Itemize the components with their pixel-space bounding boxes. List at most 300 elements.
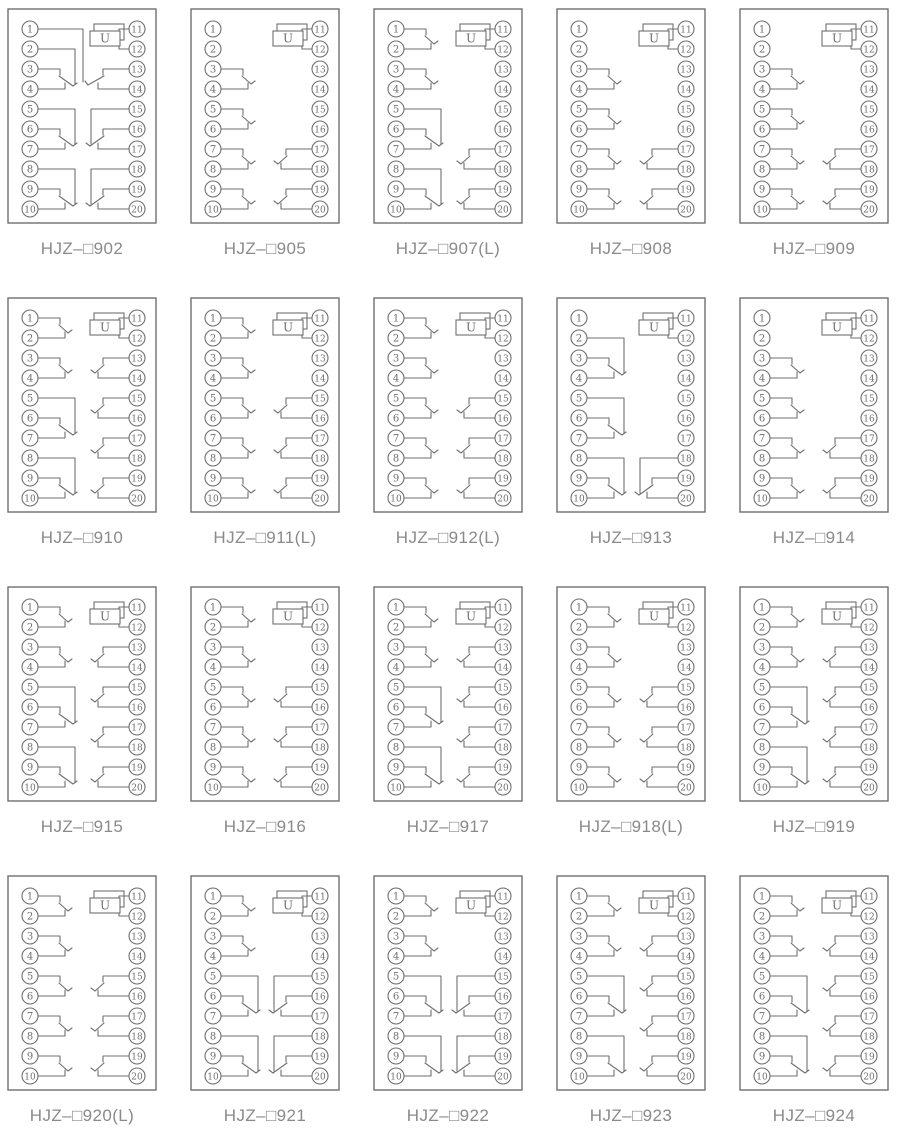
terminal-1 xyxy=(571,310,587,326)
svg-text:13: 13 xyxy=(680,354,692,365)
terminal-8 xyxy=(205,1028,221,1044)
terminal-2 xyxy=(754,41,770,57)
svg-text:7: 7 xyxy=(758,722,766,734)
terminal-20 xyxy=(495,779,511,795)
wiring-diagram xyxy=(190,875,340,1091)
svg-text:10: 10 xyxy=(573,205,585,216)
svg-text:7: 7 xyxy=(209,144,217,156)
terminal-5 xyxy=(205,968,221,984)
svg-text:9: 9 xyxy=(758,762,766,774)
terminal-7 xyxy=(205,719,221,735)
svg-text:1: 1 xyxy=(575,602,583,614)
svg-text:13: 13 xyxy=(131,932,143,943)
svg-text:11: 11 xyxy=(131,314,143,325)
svg-text:2: 2 xyxy=(575,333,583,345)
terminal-12 xyxy=(861,908,877,924)
diagram-label: HJZ–□909 xyxy=(772,239,856,258)
diagram-label: HJZ–□923 xyxy=(589,1106,673,1125)
terminal-4 xyxy=(388,81,404,97)
terminals xyxy=(22,888,145,1084)
svg-text:20: 20 xyxy=(680,205,692,216)
svg-text:13: 13 xyxy=(131,354,143,365)
svg-text:7: 7 xyxy=(209,722,217,734)
diagram-label: HJZ–□921 xyxy=(223,1106,307,1125)
terminal-6 xyxy=(571,988,587,1004)
svg-text:11: 11 xyxy=(131,25,143,36)
terminal-16 xyxy=(312,121,328,137)
terminals xyxy=(571,21,694,217)
svg-text:8: 8 xyxy=(758,1031,766,1043)
svg-text:19: 19 xyxy=(680,474,692,485)
terminal-10 xyxy=(754,1068,770,1084)
svg-text:12: 12 xyxy=(131,334,143,345)
svg-text:12: 12 xyxy=(497,334,509,345)
svg-text:11: 11 xyxy=(314,892,326,903)
svg-text:7: 7 xyxy=(758,144,766,156)
terminal-15 xyxy=(312,390,328,406)
terminal-4 xyxy=(205,370,221,386)
terminal-2 xyxy=(388,619,404,635)
terminal-3 xyxy=(571,61,587,77)
svg-text:4: 4 xyxy=(575,84,583,96)
terminal-5 xyxy=(571,101,587,117)
svg-text:1: 1 xyxy=(26,602,34,614)
terminal-6 xyxy=(571,121,587,137)
terminal-1 xyxy=(388,21,404,37)
svg-text:2: 2 xyxy=(209,622,217,634)
terminal-6 xyxy=(388,699,404,715)
terminal-16 xyxy=(678,410,694,426)
terminal-11 xyxy=(312,21,328,37)
terminal-5 xyxy=(205,390,221,406)
coil-label: U xyxy=(648,31,660,46)
terminal-19 xyxy=(129,470,145,486)
terminals xyxy=(205,310,328,506)
terminals xyxy=(571,599,694,795)
wiring-diagram xyxy=(739,297,889,513)
svg-text:12: 12 xyxy=(131,623,143,634)
svg-text:3: 3 xyxy=(758,353,766,365)
contact-wiring xyxy=(587,607,678,787)
svg-text:8: 8 xyxy=(392,1031,400,1043)
svg-text:18: 18 xyxy=(497,1032,509,1043)
contact-wiring xyxy=(404,896,495,1076)
terminal-12 xyxy=(678,908,694,924)
svg-text:10: 10 xyxy=(573,494,585,505)
terminal-18 xyxy=(312,1028,328,1044)
coil-label: U xyxy=(831,609,843,624)
terminal-14 xyxy=(312,370,328,386)
svg-text:16: 16 xyxy=(497,414,509,425)
svg-text:17: 17 xyxy=(131,723,143,734)
terminal-3 xyxy=(388,639,404,655)
svg-text:14: 14 xyxy=(680,952,692,963)
terminal-17 xyxy=(861,141,877,157)
wiring-diagram xyxy=(7,875,157,1091)
terminal-13 xyxy=(678,928,694,944)
terminal-10 xyxy=(571,1068,587,1084)
svg-text:9: 9 xyxy=(575,1051,583,1063)
svg-text:10: 10 xyxy=(573,1072,585,1083)
terminal-6 xyxy=(754,988,770,1004)
terminal-15 xyxy=(861,390,877,406)
diagram-label: HJZ–□907(L) xyxy=(395,239,501,258)
terminal-13 xyxy=(129,350,145,366)
terminals xyxy=(22,599,145,795)
svg-text:11: 11 xyxy=(497,892,509,903)
terminal-16 xyxy=(129,410,145,426)
svg-text:13: 13 xyxy=(497,643,509,654)
terminal-11 xyxy=(678,21,694,37)
terminal-13 xyxy=(312,350,328,366)
terminal-12 xyxy=(678,41,694,57)
diagram-label: HJZ–□916 xyxy=(223,817,307,836)
terminal-4 xyxy=(388,948,404,964)
terminal-17 xyxy=(129,430,145,446)
terminals xyxy=(205,599,328,795)
terminal-8 xyxy=(571,739,587,755)
terminal-5 xyxy=(571,968,587,984)
terminal-18 xyxy=(495,1028,511,1044)
svg-text:11: 11 xyxy=(863,25,875,36)
terminal-17 xyxy=(129,141,145,157)
terminal-13 xyxy=(312,61,328,77)
terminal-1 xyxy=(22,599,38,615)
terminal-20 xyxy=(678,779,694,795)
svg-text:5: 5 xyxy=(392,682,400,694)
terminal-2 xyxy=(388,41,404,57)
svg-text:19: 19 xyxy=(131,1052,143,1063)
svg-text:20: 20 xyxy=(314,1072,326,1083)
svg-text:6: 6 xyxy=(209,991,217,1003)
terminal-8 xyxy=(22,450,38,466)
svg-text:12: 12 xyxy=(131,912,143,923)
svg-text:18: 18 xyxy=(680,1032,692,1043)
terminal-7 xyxy=(571,430,587,446)
diagram-label: HJZ–□924 xyxy=(772,1106,856,1125)
svg-text:6: 6 xyxy=(392,991,400,1003)
contact-wiring xyxy=(38,607,129,787)
coil-label: U xyxy=(648,320,660,335)
terminal-16 xyxy=(129,988,145,1004)
svg-text:12: 12 xyxy=(314,623,326,634)
svg-text:3: 3 xyxy=(209,642,217,654)
terminal-15 xyxy=(129,968,145,984)
terminal-7 xyxy=(388,141,404,157)
contact-wiring xyxy=(770,69,861,209)
contact-wiring xyxy=(770,358,861,498)
svg-text:14: 14 xyxy=(680,85,692,96)
terminal-17 xyxy=(861,1008,877,1024)
terminal-7 xyxy=(754,1008,770,1024)
svg-text:19: 19 xyxy=(863,474,875,485)
svg-text:5: 5 xyxy=(26,393,34,405)
terminal-4 xyxy=(22,81,38,97)
coil-label: U xyxy=(648,609,660,624)
terminal-19 xyxy=(495,181,511,197)
svg-text:15: 15 xyxy=(680,972,692,983)
svg-text:6: 6 xyxy=(209,413,217,425)
terminal-11 xyxy=(312,310,328,326)
svg-text:1: 1 xyxy=(758,602,766,614)
wiring-diagram xyxy=(739,586,889,802)
svg-text:15: 15 xyxy=(863,683,875,694)
svg-text:18: 18 xyxy=(680,743,692,754)
terminal-14 xyxy=(312,948,328,964)
terminal-10 xyxy=(388,779,404,795)
svg-text:19: 19 xyxy=(497,1052,509,1063)
terminal-5 xyxy=(22,679,38,695)
terminal-17 xyxy=(678,1008,694,1024)
terminal-14 xyxy=(678,370,694,386)
terminal-2 xyxy=(22,41,38,57)
terminal-1 xyxy=(22,888,38,904)
svg-text:8: 8 xyxy=(209,1031,217,1043)
svg-text:17: 17 xyxy=(680,723,692,734)
terminal-13 xyxy=(495,639,511,655)
svg-text:20: 20 xyxy=(680,494,692,505)
terminal-5 xyxy=(388,679,404,695)
terminal-11 xyxy=(129,310,145,326)
svg-text:6: 6 xyxy=(209,702,217,714)
terminal-19 xyxy=(678,181,694,197)
svg-text:10: 10 xyxy=(24,1072,36,1083)
svg-text:15: 15 xyxy=(131,394,143,405)
coil-u-box xyxy=(456,891,495,916)
diagram-label: HJZ–□902 xyxy=(40,239,124,258)
svg-text:14: 14 xyxy=(314,85,326,96)
svg-text:14: 14 xyxy=(863,374,875,385)
svg-text:17: 17 xyxy=(863,434,875,445)
terminal-4 xyxy=(754,659,770,675)
svg-text:14: 14 xyxy=(497,374,509,385)
svg-text:20: 20 xyxy=(314,494,326,505)
svg-text:17: 17 xyxy=(680,145,692,156)
terminal-17 xyxy=(495,1008,511,1024)
terminal-11 xyxy=(678,599,694,615)
terminal-6 xyxy=(205,410,221,426)
contact-wiring xyxy=(221,318,312,498)
coil-u-box xyxy=(273,313,312,338)
relay-diagram-card-13 xyxy=(372,586,524,839)
svg-text:2: 2 xyxy=(392,44,400,56)
terminal-18 xyxy=(495,739,511,755)
terminal-18 xyxy=(129,739,145,755)
relay-diagram-card-17 xyxy=(189,875,341,1128)
terminal-19 xyxy=(861,470,877,486)
terminal-15 xyxy=(129,390,145,406)
terminal-1 xyxy=(571,888,587,904)
terminal-16 xyxy=(495,699,511,715)
terminal-5 xyxy=(205,679,221,695)
svg-text:16: 16 xyxy=(680,703,692,714)
relay-diagram-card-8 xyxy=(372,297,524,550)
svg-text:2: 2 xyxy=(209,911,217,923)
terminal-3 xyxy=(22,350,38,366)
terminal-10 xyxy=(571,201,587,217)
terminal-4 xyxy=(205,948,221,964)
terminal-20 xyxy=(678,1068,694,1084)
terminal-5 xyxy=(388,390,404,406)
coil-u-box xyxy=(639,313,678,338)
terminal-12 xyxy=(495,908,511,924)
svg-text:11: 11 xyxy=(314,603,326,614)
diagram-row-3 xyxy=(0,586,900,839)
svg-text:1: 1 xyxy=(758,24,766,36)
terminal-18 xyxy=(678,161,694,177)
terminal-16 xyxy=(678,988,694,1004)
terminal-16 xyxy=(312,410,328,426)
terminal-13 xyxy=(495,61,511,77)
terminal-17 xyxy=(678,719,694,735)
svg-text:18: 18 xyxy=(497,165,509,176)
diagram-label: HJZ–□917 xyxy=(406,817,490,836)
svg-text:3: 3 xyxy=(209,931,217,943)
coil-label: U xyxy=(831,320,843,335)
terminal-6 xyxy=(754,410,770,426)
svg-text:7: 7 xyxy=(26,144,34,156)
svg-text:16: 16 xyxy=(497,125,509,136)
terminal-16 xyxy=(129,121,145,137)
svg-text:12: 12 xyxy=(314,334,326,345)
terminals xyxy=(205,888,328,1084)
svg-text:19: 19 xyxy=(131,763,143,774)
svg-text:7: 7 xyxy=(209,433,217,445)
svg-text:7: 7 xyxy=(26,722,34,734)
svg-text:4: 4 xyxy=(209,951,217,963)
terminal-13 xyxy=(861,61,877,77)
terminal-12 xyxy=(129,330,145,346)
svg-text:1: 1 xyxy=(209,602,217,614)
svg-text:16: 16 xyxy=(314,414,326,425)
svg-text:14: 14 xyxy=(131,85,143,96)
svg-text:15: 15 xyxy=(314,972,326,983)
svg-text:15: 15 xyxy=(497,683,509,694)
relay-diagram-card-6 xyxy=(6,297,158,550)
coil-u-box xyxy=(90,891,129,916)
terminal-20 xyxy=(312,201,328,217)
svg-text:9: 9 xyxy=(392,184,400,196)
terminal-7 xyxy=(754,430,770,446)
coil-u-box xyxy=(639,891,678,916)
diagram-label: HJZ–□915 xyxy=(40,817,124,836)
terminal-12 xyxy=(312,41,328,57)
svg-text:8: 8 xyxy=(26,1031,34,1043)
terminal-4 xyxy=(754,81,770,97)
svg-text:12: 12 xyxy=(863,623,875,634)
terminal-9 xyxy=(22,181,38,197)
terminal-9 xyxy=(205,1048,221,1064)
terminal-9 xyxy=(754,470,770,486)
terminal-18 xyxy=(861,739,877,755)
svg-text:4: 4 xyxy=(758,84,766,96)
terminal-19 xyxy=(312,1048,328,1064)
terminal-10 xyxy=(388,1068,404,1084)
coil-u-box xyxy=(456,24,495,49)
svg-text:19: 19 xyxy=(680,185,692,196)
diagram-row-4 xyxy=(0,875,900,1128)
terminal-11 xyxy=(129,888,145,904)
terminal-20 xyxy=(678,490,694,506)
svg-text:2: 2 xyxy=(575,44,583,56)
svg-text:3: 3 xyxy=(392,64,400,76)
svg-text:12: 12 xyxy=(680,334,692,345)
svg-text:19: 19 xyxy=(497,763,509,774)
relay-diagram-card-1 xyxy=(6,8,158,261)
svg-text:4: 4 xyxy=(392,84,400,96)
svg-text:18: 18 xyxy=(863,454,875,465)
terminal-3 xyxy=(388,928,404,944)
terminal-9 xyxy=(571,181,587,197)
svg-text:4: 4 xyxy=(575,951,583,963)
svg-text:6: 6 xyxy=(758,702,766,714)
terminal-18 xyxy=(312,739,328,755)
terminal-13 xyxy=(861,928,877,944)
svg-text:4: 4 xyxy=(392,373,400,385)
svg-text:20: 20 xyxy=(680,1072,692,1083)
svg-text:8: 8 xyxy=(575,164,583,176)
terminal-8 xyxy=(205,161,221,177)
terminal-8 xyxy=(754,739,770,755)
terminal-16 xyxy=(861,121,877,137)
terminal-2 xyxy=(22,908,38,924)
terminal-2 xyxy=(205,619,221,635)
svg-text:6: 6 xyxy=(26,991,34,1003)
svg-text:19: 19 xyxy=(497,474,509,485)
terminal-14 xyxy=(861,81,877,97)
svg-text:10: 10 xyxy=(390,783,402,794)
svg-text:18: 18 xyxy=(314,165,326,176)
terminals xyxy=(388,21,511,217)
svg-text:3: 3 xyxy=(575,353,583,365)
svg-text:3: 3 xyxy=(209,64,217,76)
svg-text:1: 1 xyxy=(575,891,583,903)
svg-text:15: 15 xyxy=(863,972,875,983)
svg-text:10: 10 xyxy=(756,783,768,794)
terminal-1 xyxy=(22,310,38,326)
svg-text:11: 11 xyxy=(314,314,326,325)
svg-text:15: 15 xyxy=(497,394,509,405)
svg-text:20: 20 xyxy=(497,205,509,216)
terminal-6 xyxy=(388,410,404,426)
svg-text:6: 6 xyxy=(26,124,34,136)
terminal-9 xyxy=(205,759,221,775)
svg-text:1: 1 xyxy=(209,24,217,36)
terminal-9 xyxy=(388,181,404,197)
terminal-18 xyxy=(678,1028,694,1044)
terminal-10 xyxy=(571,779,587,795)
terminal-20 xyxy=(129,201,145,217)
terminal-19 xyxy=(129,759,145,775)
terminal-7 xyxy=(388,719,404,735)
terminal-8 xyxy=(571,450,587,466)
terminal-3 xyxy=(571,928,587,944)
svg-text:2: 2 xyxy=(758,911,766,923)
contact-wiring xyxy=(587,896,678,1076)
svg-text:9: 9 xyxy=(392,473,400,485)
terminal-13 xyxy=(312,928,328,944)
terminal-10 xyxy=(205,779,221,795)
terminal-19 xyxy=(678,759,694,775)
svg-text:10: 10 xyxy=(573,783,585,794)
svg-text:11: 11 xyxy=(863,603,875,614)
svg-text:9: 9 xyxy=(575,184,583,196)
terminal-5 xyxy=(754,101,770,117)
terminal-13 xyxy=(312,639,328,655)
terminal-12 xyxy=(861,619,877,635)
terminal-18 xyxy=(861,161,877,177)
wiring-diagram xyxy=(556,297,706,513)
